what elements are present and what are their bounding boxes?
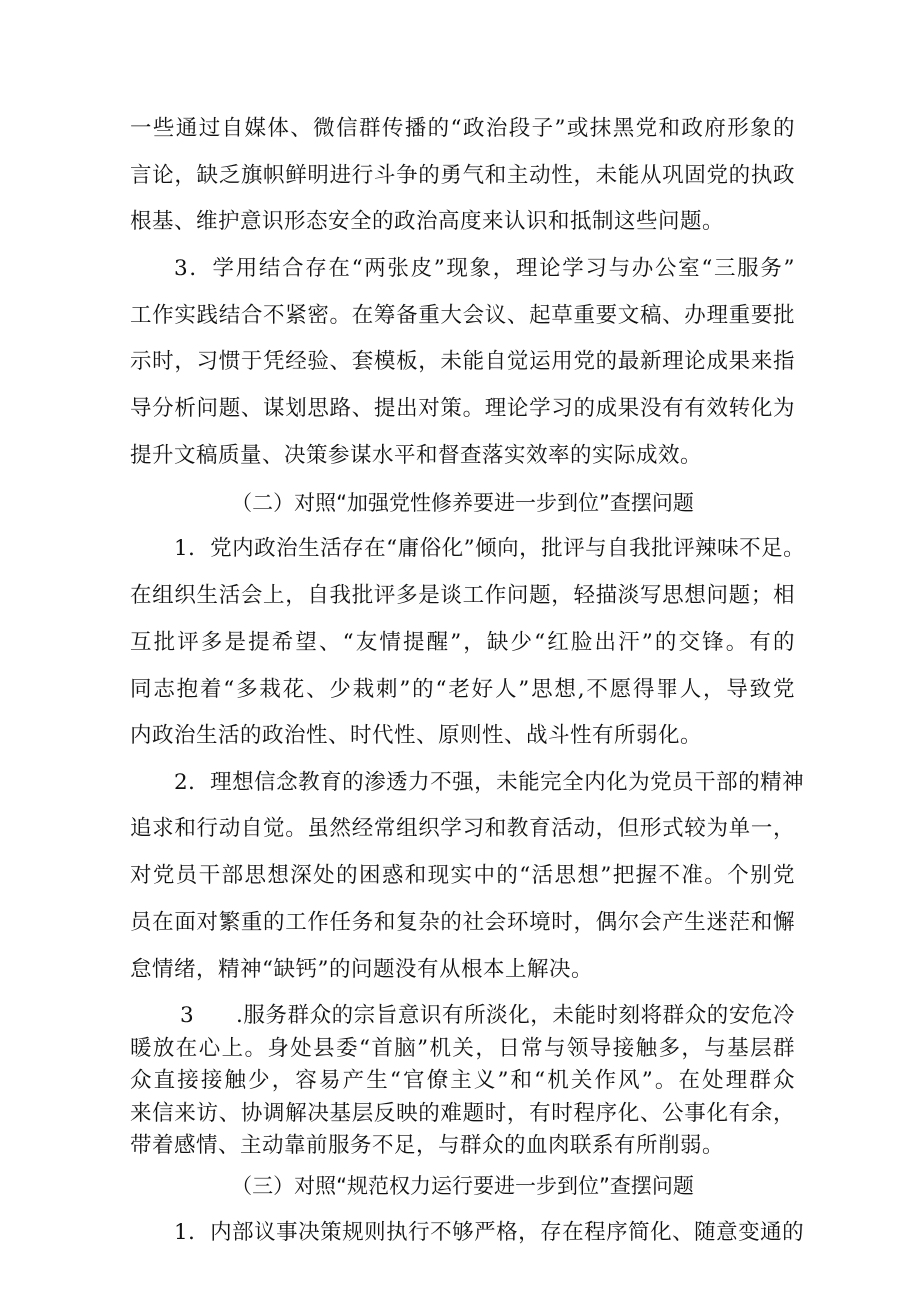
text-line: 提升文稿质量、决策参谋水平和督查落实效率的实际成效。	[130, 443, 703, 468]
text-line: 工作实践结合不紧密。在筹备重大会议、起草重要文稿、办理重要批	[130, 303, 795, 328]
text-line: 1．内部议事决策规则执行不够严格，存在程序简化、随意变通的	[174, 1220, 805, 1245]
text-line: 来信来访、协调解决基层反映的难题时，有时程序化、公事化有余，	[130, 1101, 795, 1126]
text-line: 怠情绪，精神“缺钙”的问题没有从根本上解决。	[130, 957, 593, 982]
text-line: 2．理想信念教育的渗透力不强，未能完全内化为党员干部的精神	[174, 770, 805, 795]
text-line: 内政治生活的政治性、时代性、原则性、战斗性有所弱化。	[130, 723, 703, 748]
item-number: 3	[180, 1003, 195, 1028]
text-line: 一些通过自媒体、微信群传播的“政治段子”或抹黑党和政府形象的	[130, 116, 795, 141]
text-line: 言论，缺乏旗帜鲜明进行斗争的勇气和主动性，未能从巩固党的执政	[130, 163, 795, 188]
text-line: 在组织生活会上，自我批评多是谈工作问题，轻描淡写思想问题；相	[130, 583, 795, 608]
text-line: 1．党内政治生活存在“庸俗化”倾向，批评与自我批评辣味不足。	[174, 536, 806, 561]
text-line: 示时，习惯于凭经验、套模板，未能自觉运用党的最新理论成果来指	[130, 349, 795, 374]
text-line	[180, 1001, 795, 1031]
item-text: .服务群众的宗旨意识有所淡化，未能时刻将群众的安危冷	[236, 1003, 795, 1028]
text-line: 3．学用结合存在“两张皮”现象，理论学习与办公室“三服务”	[174, 256, 795, 281]
text-line: 员在面对繁重的工作任务和复杂的社会环境时，偶尔会产生迷茫和懈	[130, 910, 795, 935]
text-line: 追求和行动自觉。虽然经常组织学习和教育活动，但形式较为单一，	[130, 816, 795, 841]
text-line: 同志抱着“多栽花、少栽刺”的“老好人”思想,不愿得罪人，导致党	[130, 677, 795, 702]
text-line: 众直接接触少，容易产生“官僚主义”和“机关作风”。在处理群众	[130, 1068, 795, 1093]
section-heading: （二）对照“加强党性修养要进一步到位”查摆问题	[231, 491, 694, 515]
section-heading: （三）对照“规范权力运行要进一步到位”查摆问题	[231, 1174, 694, 1198]
text-line: 带着感情、主动靠前服务不足，与群众的血肉联系有所削弱。	[130, 1133, 725, 1158]
text-line: 互批评多是提希望、“友情提醒”，缺少“红脸出汗”的交锋。有的	[130, 630, 795, 655]
text-line: 根基、维护意识形态安全的政治高度来认识和抵制这些问题。	[130, 209, 725, 234]
text-line: 对党员干部思想深处的困惑和现实中的“活思想”把握不准。个别党	[130, 863, 795, 888]
text-line: 导分析问题、谋划思路、提出对策。理论学习的成果没有有效转化为	[130, 396, 795, 421]
text-line: 暖放在心上。身处县委“首脑”机关，日常与领导接触多，与基层群	[130, 1036, 795, 1061]
